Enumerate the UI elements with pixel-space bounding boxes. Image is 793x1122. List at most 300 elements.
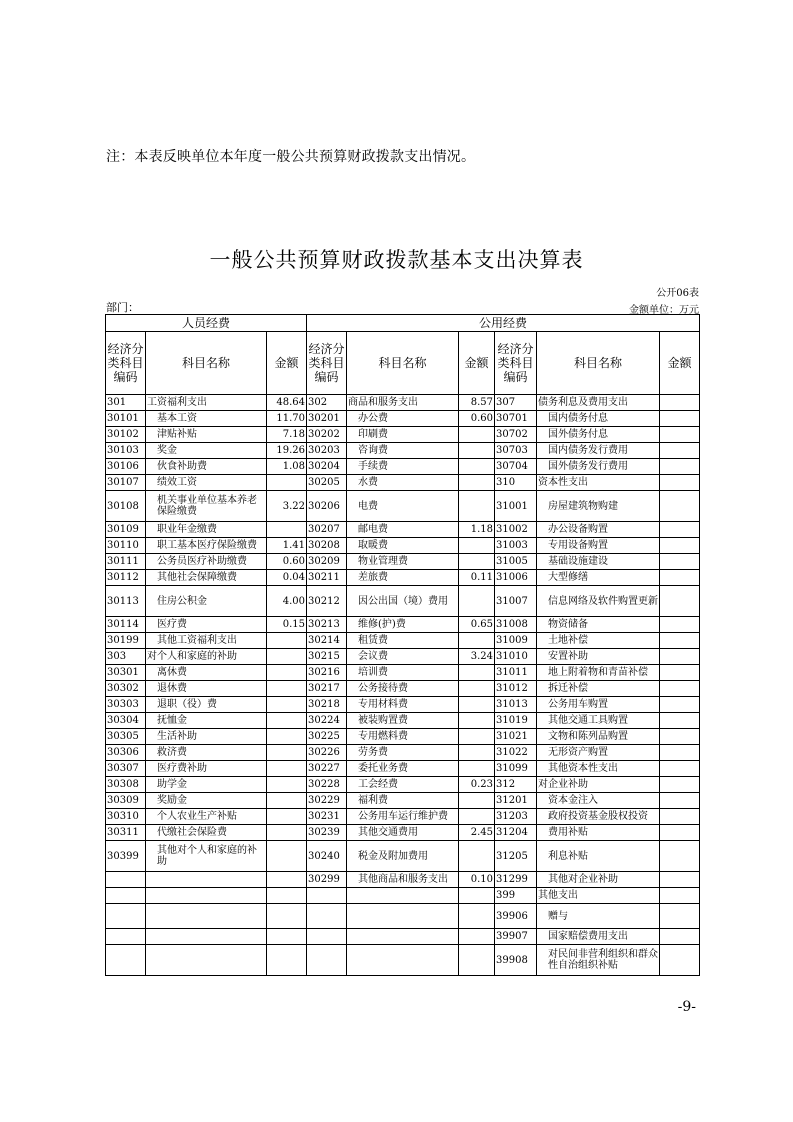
cell-code: 30103 bbox=[106, 443, 146, 459]
cell-code: 30704 bbox=[495, 459, 537, 475]
table-row bbox=[106, 793, 700, 809]
cell-name bbox=[347, 888, 459, 904]
table-row bbox=[106, 888, 700, 904]
table-row bbox=[106, 681, 700, 697]
table-row bbox=[106, 617, 700, 633]
cell-code: 30308 bbox=[106, 777, 146, 793]
cell-name bbox=[146, 929, 267, 945]
cell-code: 31019 bbox=[495, 713, 537, 729]
cell-name: 办公费 bbox=[347, 411, 459, 427]
cell-name: 其他对个人和家庭的补助 bbox=[146, 841, 267, 872]
cell-amount bbox=[459, 793, 495, 809]
cell-amount bbox=[267, 633, 307, 649]
cell-amount bbox=[660, 697, 700, 713]
cell-code: 31201 bbox=[495, 793, 537, 809]
table-row bbox=[106, 459, 700, 475]
column-header-name: 科目名称 bbox=[146, 332, 267, 395]
cell-amount: 48.64 bbox=[267, 395, 307, 411]
table-row bbox=[106, 554, 700, 570]
cell-amount bbox=[660, 825, 700, 841]
cell-code: 30303 bbox=[106, 697, 146, 713]
cell-code: 31011 bbox=[495, 665, 537, 681]
cell-name: 公务用车运行维护费 bbox=[347, 809, 459, 825]
cell-code: 30102 bbox=[106, 427, 146, 443]
cell-code: 30703 bbox=[495, 443, 537, 459]
cell-code: 30110 bbox=[106, 538, 146, 554]
cell-name: 被装购置费 bbox=[347, 713, 459, 729]
expenditure-table bbox=[105, 314, 700, 976]
cell-name: 债务利息及费用支出 bbox=[537, 395, 660, 411]
cell-name: 退职（役）费 bbox=[146, 697, 267, 713]
cell-amount bbox=[267, 809, 307, 825]
cell-code: 30227 bbox=[307, 761, 347, 777]
cell-name: 办公设备购置 bbox=[537, 522, 660, 538]
cell-name: 奖金 bbox=[146, 443, 267, 459]
cell-code bbox=[106, 904, 146, 929]
form-number: 公开06表 bbox=[656, 288, 699, 299]
cell-code: 30212 bbox=[307, 586, 347, 617]
cell-code: 30399 bbox=[106, 841, 146, 872]
cell-name: 职工基本医疗保险缴费 bbox=[146, 538, 267, 554]
cell-amount bbox=[459, 904, 495, 929]
cell-code bbox=[106, 872, 146, 888]
cell-code: 310 bbox=[495, 475, 537, 491]
cell-code: 30226 bbox=[307, 745, 347, 761]
cell-amount bbox=[267, 841, 307, 872]
cell-code: 30216 bbox=[307, 665, 347, 681]
cell-code: 30229 bbox=[307, 793, 347, 809]
cell-amount bbox=[660, 649, 700, 665]
table-row bbox=[106, 713, 700, 729]
cell-name: 个人农业生产补贴 bbox=[146, 809, 267, 825]
cell-amount bbox=[660, 633, 700, 649]
cell-code: 31001 bbox=[495, 491, 537, 522]
amount-unit-label: 金额单位：万元 bbox=[629, 305, 699, 316]
cell-name: 安置补助 bbox=[537, 649, 660, 665]
cell-amount bbox=[267, 888, 307, 904]
cell-name: 其他支出 bbox=[537, 888, 660, 904]
cell-amount bbox=[660, 617, 700, 633]
cell-amount bbox=[459, 929, 495, 945]
table-row bbox=[106, 538, 700, 554]
cell-name: 职业年金缴费 bbox=[146, 522, 267, 538]
cell-name: 公务员医疗补助缴费 bbox=[146, 554, 267, 570]
cell-amount: 0.23 bbox=[459, 777, 495, 793]
cell-amount bbox=[459, 809, 495, 825]
cell-name: 其他交通工具购置 bbox=[537, 713, 660, 729]
table-row bbox=[106, 427, 700, 443]
column-header-amount: 金额 bbox=[267, 332, 307, 395]
cell-name: 地上附着物和青苗补偿 bbox=[537, 665, 660, 681]
cell-name: 抚恤金 bbox=[146, 713, 267, 729]
cell-name: 土地补偿 bbox=[537, 633, 660, 649]
cell-name: 国内债务付息 bbox=[537, 411, 660, 427]
group-header-personnel: 人员经费 bbox=[106, 315, 307, 332]
cell-name: 赠与 bbox=[537, 904, 660, 929]
cell-amount: 0.65 bbox=[459, 617, 495, 633]
table-row bbox=[106, 872, 700, 888]
column-header-code: 经济分类科目编码 bbox=[307, 332, 347, 395]
cell-code: 30101 bbox=[106, 411, 146, 427]
table-row bbox=[106, 809, 700, 825]
cell-name: 大型修缮 bbox=[537, 570, 660, 586]
cell-amount: 0.11 bbox=[459, 570, 495, 586]
cell-amount bbox=[660, 761, 700, 777]
cell-amount bbox=[660, 745, 700, 761]
cell-name: 资本金注入 bbox=[537, 793, 660, 809]
cell-code: 30207 bbox=[307, 522, 347, 538]
cell-amount bbox=[660, 809, 700, 825]
cell-name: 基本工资 bbox=[146, 411, 267, 427]
page-title: 一般公共预算财政拨款基本支出决算表 bbox=[209, 248, 584, 272]
cell-amount bbox=[267, 904, 307, 929]
cell-code: 30307 bbox=[106, 761, 146, 777]
cell-amount bbox=[267, 649, 307, 665]
cell-name: 其他资本性支出 bbox=[537, 761, 660, 777]
cell-amount: 7.18 bbox=[267, 427, 307, 443]
cell-code: 30224 bbox=[307, 713, 347, 729]
cell-amount bbox=[660, 475, 700, 491]
cell-amount bbox=[459, 633, 495, 649]
cell-amount: 0.04 bbox=[267, 570, 307, 586]
cell-amount bbox=[267, 713, 307, 729]
cell-name: 国内债务发行费用 bbox=[537, 443, 660, 459]
cell-name: 对企业补助 bbox=[537, 777, 660, 793]
cell-code: 30112 bbox=[106, 570, 146, 586]
cell-name: 租赁费 bbox=[347, 633, 459, 649]
cell-code: 39907 bbox=[495, 929, 537, 945]
table-row bbox=[106, 904, 700, 929]
cell-name: 手续费 bbox=[347, 459, 459, 475]
cell-name: 文物和陈列品购置 bbox=[537, 729, 660, 745]
table-row bbox=[106, 649, 700, 665]
cell-code: 31002 bbox=[495, 522, 537, 538]
cell-code: 30239 bbox=[307, 825, 347, 841]
cell-code bbox=[307, 888, 347, 904]
cell-amount: 2.45 bbox=[459, 825, 495, 841]
cell-name: 对个人和家庭的补助 bbox=[146, 649, 267, 665]
cell-code: 31009 bbox=[495, 633, 537, 649]
cell-amount bbox=[459, 761, 495, 777]
cell-code: 30209 bbox=[307, 554, 347, 570]
cell-amount bbox=[660, 713, 700, 729]
cell-amount bbox=[267, 697, 307, 713]
cell-code bbox=[307, 904, 347, 929]
cell-name: 商品和服务支出 bbox=[347, 395, 459, 411]
cell-code: 30199 bbox=[106, 633, 146, 649]
cell-amount: 0.60 bbox=[267, 554, 307, 570]
cell-name: 退休费 bbox=[146, 681, 267, 697]
cell-code: 31203 bbox=[495, 809, 537, 825]
cell-amount: 0.10 bbox=[459, 872, 495, 888]
cell-code: 30218 bbox=[307, 697, 347, 713]
cell-amount: 19.26 bbox=[267, 443, 307, 459]
cell-name: 培训费 bbox=[347, 665, 459, 681]
table-row bbox=[106, 729, 700, 745]
cell-name: 救济费 bbox=[146, 745, 267, 761]
cell-name: 绩效工资 bbox=[146, 475, 267, 491]
cell-amount bbox=[660, 443, 700, 459]
cell-name: 差旅费 bbox=[347, 570, 459, 586]
cell-amount bbox=[267, 665, 307, 681]
page-number: -9- bbox=[677, 999, 696, 1015]
group-header-public: 公用经费 bbox=[307, 315, 700, 332]
cell-code: 31005 bbox=[495, 554, 537, 570]
table-row bbox=[106, 570, 700, 586]
cell-code: 303 bbox=[106, 649, 146, 665]
column-header-code: 经济分类科目编码 bbox=[106, 332, 146, 395]
cell-amount: 0.15 bbox=[267, 617, 307, 633]
table-row bbox=[106, 665, 700, 681]
cell-code: 30311 bbox=[106, 825, 146, 841]
cell-amount bbox=[660, 665, 700, 681]
cell-amount: 8.57 bbox=[459, 395, 495, 411]
cell-amount bbox=[660, 459, 700, 475]
cell-name: 基础设施建设 bbox=[537, 554, 660, 570]
cell-code bbox=[106, 945, 146, 976]
cell-name: 印刷费 bbox=[347, 427, 459, 443]
cell-name: 其他工资福利支出 bbox=[146, 633, 267, 649]
cell-code: 31006 bbox=[495, 570, 537, 586]
cell-code: 31007 bbox=[495, 586, 537, 617]
cell-code: 312 bbox=[495, 777, 537, 793]
table-row bbox=[106, 443, 700, 459]
cell-code: 30111 bbox=[106, 554, 146, 570]
column-header-name: 科目名称 bbox=[537, 332, 660, 395]
cell-code: 39906 bbox=[495, 904, 537, 929]
cell-code: 30113 bbox=[106, 586, 146, 617]
cell-name: 政府投资基金股权投资 bbox=[537, 809, 660, 825]
column-header-amount: 金额 bbox=[459, 332, 495, 395]
cell-code: 30304 bbox=[106, 713, 146, 729]
cell-name: 费用补贴 bbox=[537, 825, 660, 841]
cell-name: 离休费 bbox=[146, 665, 267, 681]
cell-code: 31099 bbox=[495, 761, 537, 777]
cell-code: 30309 bbox=[106, 793, 146, 809]
cell-name: 委托业务费 bbox=[347, 761, 459, 777]
cell-code: 301 bbox=[106, 395, 146, 411]
cell-amount: 4.00 bbox=[267, 586, 307, 617]
cell-code: 30106 bbox=[106, 459, 146, 475]
cell-code bbox=[307, 929, 347, 945]
cell-code: 31013 bbox=[495, 697, 537, 713]
cell-code: 30225 bbox=[307, 729, 347, 745]
table-note: 注：本表反映单位本年度一般公共预算财政拨款支出情况。 bbox=[106, 149, 476, 165]
cell-amount bbox=[459, 713, 495, 729]
cell-name: 伙食补助费 bbox=[146, 459, 267, 475]
cell-amount bbox=[660, 554, 700, 570]
cell-amount bbox=[660, 681, 700, 697]
cell-amount: 0.60 bbox=[459, 411, 495, 427]
cell-amount bbox=[459, 681, 495, 697]
cell-name: 工资福利支出 bbox=[146, 395, 267, 411]
cell-name: 公务用车购置 bbox=[537, 697, 660, 713]
cell-code: 302 bbox=[307, 395, 347, 411]
cell-name: 其他商品和服务支出 bbox=[347, 872, 459, 888]
cell-amount bbox=[660, 570, 700, 586]
cell-name: 其他社会保障缴费 bbox=[146, 570, 267, 586]
cell-code: 30114 bbox=[106, 617, 146, 633]
cell-code: 30231 bbox=[307, 809, 347, 825]
cell-amount bbox=[660, 411, 700, 427]
cell-code: 30201 bbox=[307, 411, 347, 427]
cell-name: 津贴补贴 bbox=[146, 427, 267, 443]
cell-amount bbox=[660, 491, 700, 522]
cell-amount bbox=[660, 929, 700, 945]
cell-name: 住房公积金 bbox=[146, 586, 267, 617]
cell-name: 房屋建筑物购建 bbox=[537, 491, 660, 522]
cell-amount: 1.08 bbox=[267, 459, 307, 475]
cell-name: 资本性支出 bbox=[537, 475, 660, 491]
cell-code: 30204 bbox=[307, 459, 347, 475]
cell-name: 取暖费 bbox=[347, 538, 459, 554]
table-row bbox=[106, 586, 700, 617]
cell-code: 30206 bbox=[307, 491, 347, 522]
cell-amount bbox=[459, 491, 495, 522]
cell-amount bbox=[267, 475, 307, 491]
cell-name: 医疗费 bbox=[146, 617, 267, 633]
cell-name: 代缴社会保险费 bbox=[146, 825, 267, 841]
cell-code: 30701 bbox=[495, 411, 537, 427]
cell-name: 咨询费 bbox=[347, 443, 459, 459]
cell-amount bbox=[660, 522, 700, 538]
cell-amount bbox=[267, 745, 307, 761]
cell-code: 31008 bbox=[495, 617, 537, 633]
cell-code: 31010 bbox=[495, 649, 537, 665]
cell-amount bbox=[660, 729, 700, 745]
cell-amount bbox=[267, 793, 307, 809]
cell-name: 生活补助 bbox=[146, 729, 267, 745]
cell-code: 30208 bbox=[307, 538, 347, 554]
cell-code: 30215 bbox=[307, 649, 347, 665]
cell-name: 国外债务发行费用 bbox=[537, 459, 660, 475]
cell-amount bbox=[459, 945, 495, 976]
cell-name: 奖励金 bbox=[146, 793, 267, 809]
table-row bbox=[106, 777, 700, 793]
cell-name: 医疗费补助 bbox=[146, 761, 267, 777]
cell-amount: 1.18 bbox=[459, 522, 495, 538]
cell-code: 31204 bbox=[495, 825, 537, 841]
table-row bbox=[106, 825, 700, 841]
cell-name: 水费 bbox=[347, 475, 459, 491]
cell-name: 其他对企业补助 bbox=[537, 872, 660, 888]
cell-amount bbox=[660, 538, 700, 554]
cell-amount bbox=[459, 729, 495, 745]
cell-amount bbox=[267, 825, 307, 841]
cell-name: 物资储备 bbox=[537, 617, 660, 633]
cell-name: 维修(护)费 bbox=[347, 617, 459, 633]
cell-name bbox=[146, 872, 267, 888]
department-label: 部门： bbox=[106, 301, 139, 314]
cell-name bbox=[146, 904, 267, 929]
table-row bbox=[106, 395, 700, 411]
cell-code: 30203 bbox=[307, 443, 347, 459]
cell-amount: 1.41 bbox=[267, 538, 307, 554]
cell-name: 专用设备购置 bbox=[537, 538, 660, 554]
cell-code: 30310 bbox=[106, 809, 146, 825]
table-row bbox=[106, 945, 700, 976]
cell-name bbox=[146, 945, 267, 976]
table-row bbox=[106, 841, 700, 872]
cell-name bbox=[347, 904, 459, 929]
cell-amount: 3.22 bbox=[267, 491, 307, 522]
table-row bbox=[106, 929, 700, 945]
cell-name: 助学金 bbox=[146, 777, 267, 793]
cell-code: 30302 bbox=[106, 681, 146, 697]
cell-amount bbox=[660, 872, 700, 888]
cell-name bbox=[347, 945, 459, 976]
cell-code: 30107 bbox=[106, 475, 146, 491]
cell-amount bbox=[660, 777, 700, 793]
cell-amount bbox=[459, 697, 495, 713]
column-header-amount: 金额 bbox=[660, 332, 700, 395]
cell-amount bbox=[660, 395, 700, 411]
cell-amount bbox=[459, 841, 495, 872]
table-row bbox=[106, 761, 700, 777]
cell-name: 对民间非营利组织和群众性自治组织补贴 bbox=[537, 945, 660, 976]
cell-amount bbox=[660, 841, 700, 872]
cell-amount bbox=[459, 665, 495, 681]
cell-code: 39908 bbox=[495, 945, 537, 976]
cell-code: 307 bbox=[495, 395, 537, 411]
table-row bbox=[106, 522, 700, 538]
table-row bbox=[106, 745, 700, 761]
cell-code bbox=[106, 929, 146, 945]
cell-code: 31012 bbox=[495, 681, 537, 697]
cell-name: 无形资产购置 bbox=[537, 745, 660, 761]
cell-name: 税金及附加费用 bbox=[347, 841, 459, 872]
cell-amount bbox=[459, 554, 495, 570]
cell-code: 31021 bbox=[495, 729, 537, 745]
cell-amount bbox=[459, 443, 495, 459]
table-row bbox=[106, 475, 700, 491]
cell-code: 30202 bbox=[307, 427, 347, 443]
cell-name: 信息网络及软件购置更新 bbox=[537, 586, 660, 617]
cell-amount bbox=[459, 459, 495, 475]
cell-name: 工会经费 bbox=[347, 777, 459, 793]
cell-name: 其他交通费用 bbox=[347, 825, 459, 841]
table-row bbox=[106, 411, 700, 427]
cell-name: 专用燃料费 bbox=[347, 729, 459, 745]
cell-amount bbox=[459, 475, 495, 491]
cell-code: 30211 bbox=[307, 570, 347, 586]
cell-amount bbox=[459, 745, 495, 761]
cell-amount bbox=[459, 538, 495, 554]
cell-amount bbox=[267, 945, 307, 976]
table-row bbox=[106, 697, 700, 713]
cell-amount bbox=[459, 888, 495, 904]
cell-amount: 11.70 bbox=[267, 411, 307, 427]
cell-code: 30702 bbox=[495, 427, 537, 443]
cell-name: 会议费 bbox=[347, 649, 459, 665]
cell-code: 31205 bbox=[495, 841, 537, 872]
cell-code: 30109 bbox=[106, 522, 146, 538]
cell-amount bbox=[267, 929, 307, 945]
cell-amount bbox=[459, 586, 495, 617]
cell-name: 国家赔偿费用支出 bbox=[537, 929, 660, 945]
cell-code: 30301 bbox=[106, 665, 146, 681]
cell-name bbox=[146, 888, 267, 904]
cell-name: 专用材料费 bbox=[347, 697, 459, 713]
cell-name: 拆迁补偿 bbox=[537, 681, 660, 697]
cell-code: 31022 bbox=[495, 745, 537, 761]
cell-amount bbox=[267, 872, 307, 888]
cell-name: 机关事业单位基本养老保险缴费 bbox=[146, 491, 267, 522]
cell-amount bbox=[660, 904, 700, 929]
cell-code bbox=[106, 888, 146, 904]
cell-amount bbox=[459, 427, 495, 443]
cell-amount: 3.24 bbox=[459, 649, 495, 665]
